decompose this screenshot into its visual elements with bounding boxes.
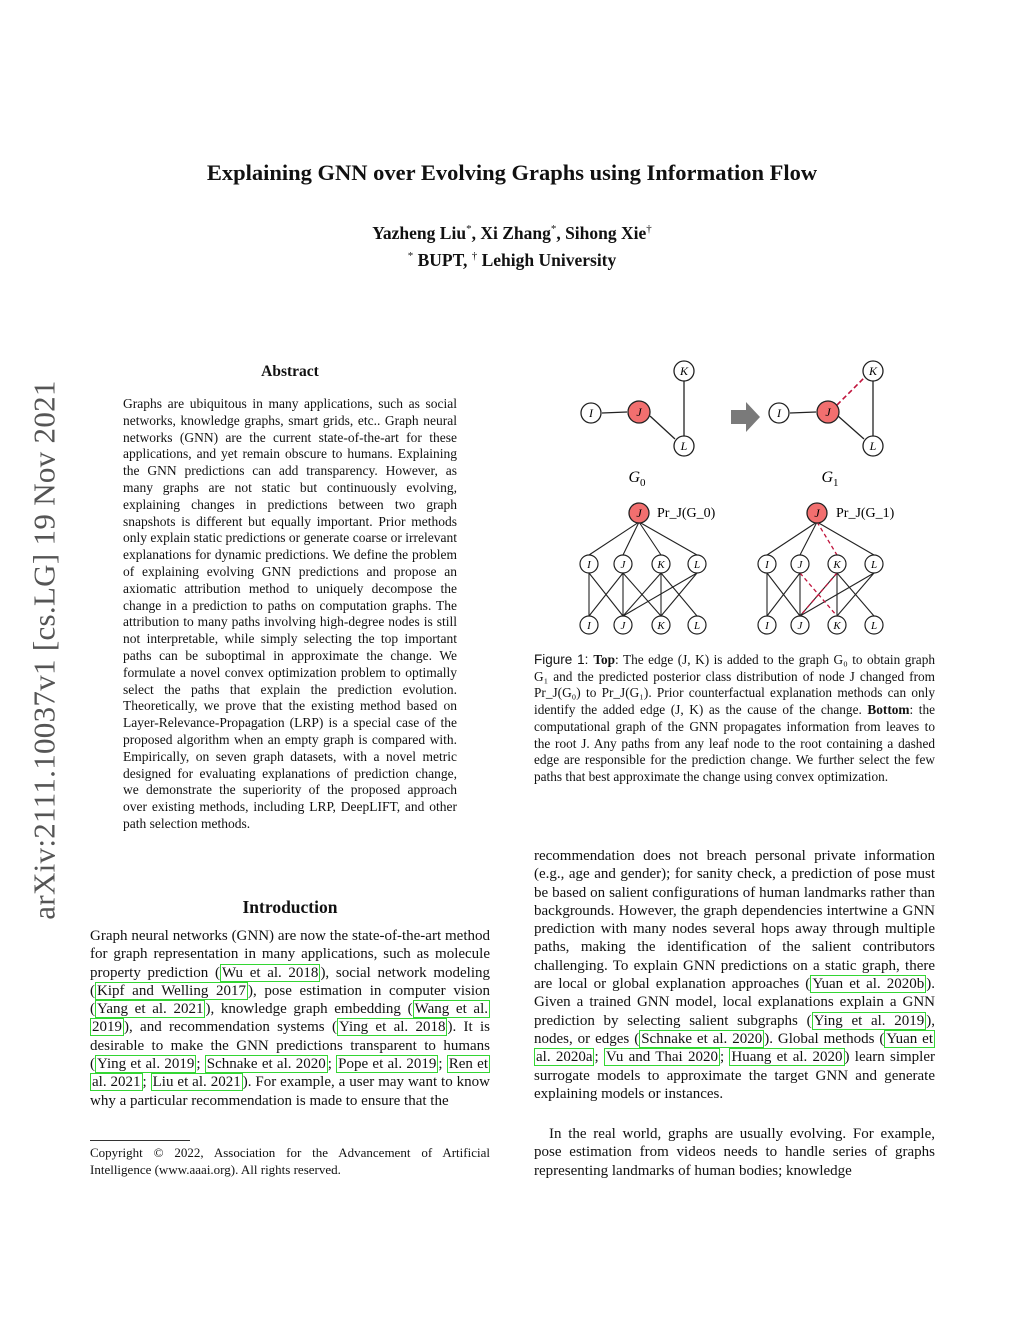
node-label: L [869,439,877,453]
node-label: L [680,439,688,453]
citation-link[interactable]: Schnake et al. 2020 [206,1056,326,1073]
abstract-heading: Abstract [261,363,319,380]
body-text: ). Global methods ( [764,1030,885,1047]
body-text: ; [719,1049,730,1066]
caption-label: Figure 1: [534,652,594,667]
affil-mark: * [407,249,414,262]
copyright-footnote: Copyright © 2022, Association for the Advancement of Artificial Intelligence (www.aaai.org). All rights reserved. [90,1145,490,1177]
body-text: ). Given a trained GNN model, local explanations explain a GNN prediction by selecting salient subgraphs ( [534,976,935,1029]
citation-link[interactable]: Vu and Thai 2020 [605,1049,718,1066]
node-label: L [870,559,878,571]
figure-1 [534,356,935,646]
node-label: L [693,559,701,571]
graph-label-letter: G [628,469,641,486]
node-label: K [657,620,665,632]
arxiv-sidebar-identifier [27,350,63,950]
node-label: K [657,559,665,571]
affiliation: Lehigh University [481,249,617,270]
node-label: J [797,559,803,571]
caption-top-label: Top [593,652,616,667]
node-label: J [797,620,803,632]
graph-label-letter: G [821,469,834,486]
citation-link[interactable]: Pope et al. 2019 [338,1056,437,1073]
node-label: J [814,506,820,520]
citation-link[interactable]: Wang et al. 2019 [92,1001,489,1036]
affil-mark: † [471,249,478,262]
graph-label-g1 [821,469,838,489]
caption-text: : The edge (J, K) is added to the graph G₀ to obtain graph G₁ and the predicted posterior class distribution of node J changed from Pr_J(G₀) to Pr_J(G₁). Prior counterfactual explanation methods can only identify the added edge (J, K) as the cause of the change. [534,652,935,718]
node-label: J [636,405,642,419]
body-text: ; [327,1056,337,1073]
body-text: ), nodes, or edges ( [534,1012,936,1047]
affil-mark: † [646,223,652,235]
body-text: ). It is desirable to make the GNN predictions transparent to humans ( [90,1019,491,1073]
node-label: K [868,364,878,378]
node-label: J [636,506,642,520]
body-text: recommendation does not breach personal private information (e.g., age and gender); for sanity check, a prediction of pose must be based on salient configurations of human landmarks rather than backgrounds. However, the graph dependencies intertwine a GNN prediction with many nodes several hops away through multiple paths, making the identification of the salient contributors challenging. To explain GNN predictions on a static graph, there are local or global explanation approaches ( [534,848,935,993]
affil-mark: * [550,223,557,235]
caption-text: : the computational graph of the GNN propagates information from leaves to the root J. Any paths from any leaf node to the root containing a dashed edge are responsible for the prediction change. We further select the few paths that best approximate the change using convex optimization. [534,702,935,784]
graph-label-g0 [628,469,646,489]
citation-link[interactable]: Ying et al. 2019 [97,1056,195,1073]
node-label: K [833,620,841,632]
citation-link[interactable]: Ren et al. 2021 [92,1056,489,1091]
citation-link[interactable]: Ying et al. 2019 [813,1012,925,1029]
figure-1-caption [534,652,935,786]
body-text: ), knowledge graph embedding ( [205,1001,413,1018]
node-label: J [620,620,626,632]
top-left-graph-g0 [581,361,694,489]
citation-link[interactable]: Yang et al. 2021 [97,1001,204,1018]
body-text: ; [196,1056,205,1073]
node-label: I [587,559,591,571]
affiliation-line [0,245,1024,272]
author-block [0,218,1024,272]
body-text: ), and recommendation systems ( [124,1019,337,1036]
posterior-label-g0: Pr_J(G_0) [657,506,716,521]
node-label: J [620,559,626,571]
right-column-paragraph-2: In the real world, graphs are usually evolving. For example, pose estimation from videos needs to handle series of graphs representing landmarks of human bodies; knowledge [534,1126,935,1179]
citation-link[interactable]: Schnake et al. 2020 [641,1030,763,1047]
citation-link[interactable]: Ying et al. 2018 [338,1019,446,1036]
body-text: ), social network modeling ( [90,964,490,999]
affil-mark: * [466,223,472,235]
paper-title: Explaining GNN over Evolving Graphs using Information Flow [206,160,818,185]
node-label: L [870,620,878,632]
node-label: J [825,405,831,419]
body-text: ). For example, a user may want to know why a particular recommendation is made to ensure that the [90,1074,491,1109]
author-name: Xi Zhang [480,222,551,243]
separator: , [471,222,481,243]
node-label: L [693,620,701,632]
body-text: ), pose estimation in computer vision ( [90,982,491,1018]
graph-label-subscript: 1 [833,477,839,489]
figure-1-graphic [534,356,935,646]
node-label: K [833,559,841,571]
footnote-rule [90,1140,190,1141]
citation-link[interactable]: Wu et al. 2018 [221,964,319,981]
body-text: ) learn simpler surrogate models to approximate the target GNN and generate explaining models or instances. [534,1049,935,1102]
affiliation: BUPT, [417,249,472,270]
introduction-heading: Introduction [242,897,338,917]
author-line [0,218,1024,245]
citation-link[interactable]: Kipf and Welling 2017 [97,982,246,999]
citation-link[interactable]: Yuan et al. 2020b [812,976,925,993]
body-text: ; [438,1056,447,1073]
node-label: K [679,364,689,378]
introduction-paragraph [90,927,490,1110]
bottom-left-computation-graph [589,522,697,616]
bottom-right-computation-graph [767,522,874,616]
author-name: Sihong Xie [565,222,647,243]
abstract-body: Graphs are ubiquitous in many applications, such as social networks, knowledge graphs, smart grids, etc.. Graph neural networks (GNN) are the current state-of-the-art for these applications, and yet remain obscure to humans. Explaining the GNN predictions can add transparency. However, as many graphs are not static but continuously evolving, explaining changes in predictions between two graph snapshots is different but equally important. Prior methods only explain static predictions or generate coarse or irrelevant explanations for dynamic predictions. We define the problem of explaining evolving GNN predictions and propose an axiomatic attribution method to uniquely decompose the change in a prediction to paths on computation graphs. The attribution to many paths involving high-degree nodes is still not interpretable, while simply selecting the top important paths can be suboptimal in approximate the change. We formulate a novel convex optimization problem to optimally select the paths that explain the prediction evolution. Theoretically, we prove that the existing method based on Layer-Relevance-Propagation (LRP) is a special case of the proposed algorithm when an empty graph is compared with. Empirically, on seven graph datasets, with a novel metric designed for evaluating explanations of prediction change, we demonstrate the superiority of the proposed approach over existing methods, including LRP, DeepLIFT, and other path selection methods. [123,396,457,831]
graph-label-subscript: 0 [640,477,646,489]
top-right-graph-g1 [769,361,883,489]
body-text: Graph neural networks (GNN) are now the state-of-the-art method for graph representation in many applications, such as molecule property prediction ( [90,928,490,981]
right-column-paragraph [534,847,935,1103]
body-text: ; [594,1049,604,1066]
node-label: I [587,620,591,632]
citation-link[interactable]: Huang et al. 2020 [731,1049,843,1066]
caption-bottom-label: Bottom [867,702,910,718]
bottom-right-nodes [758,503,895,634]
separator: , [556,222,566,243]
node-label: I [589,406,593,420]
posterior-label-g1: Pr_J(G_1) [836,506,895,521]
author-name: Yazheng Liu [372,222,467,243]
node-label: I [765,620,769,632]
body-text: ; [142,1074,151,1091]
transition-arrow-icon [731,402,760,432]
citation-link[interactable]: Liu et al. 2021 [152,1074,241,1091]
node-label: I [765,559,769,571]
arxiv-id-text: arXiv:2111.10037v1 [cs.LG] 19 Nov 2021 [27,380,63,920]
citation-link[interactable]: Yuan et al. 2020a [536,1030,933,1066]
node-label: I [777,406,781,420]
